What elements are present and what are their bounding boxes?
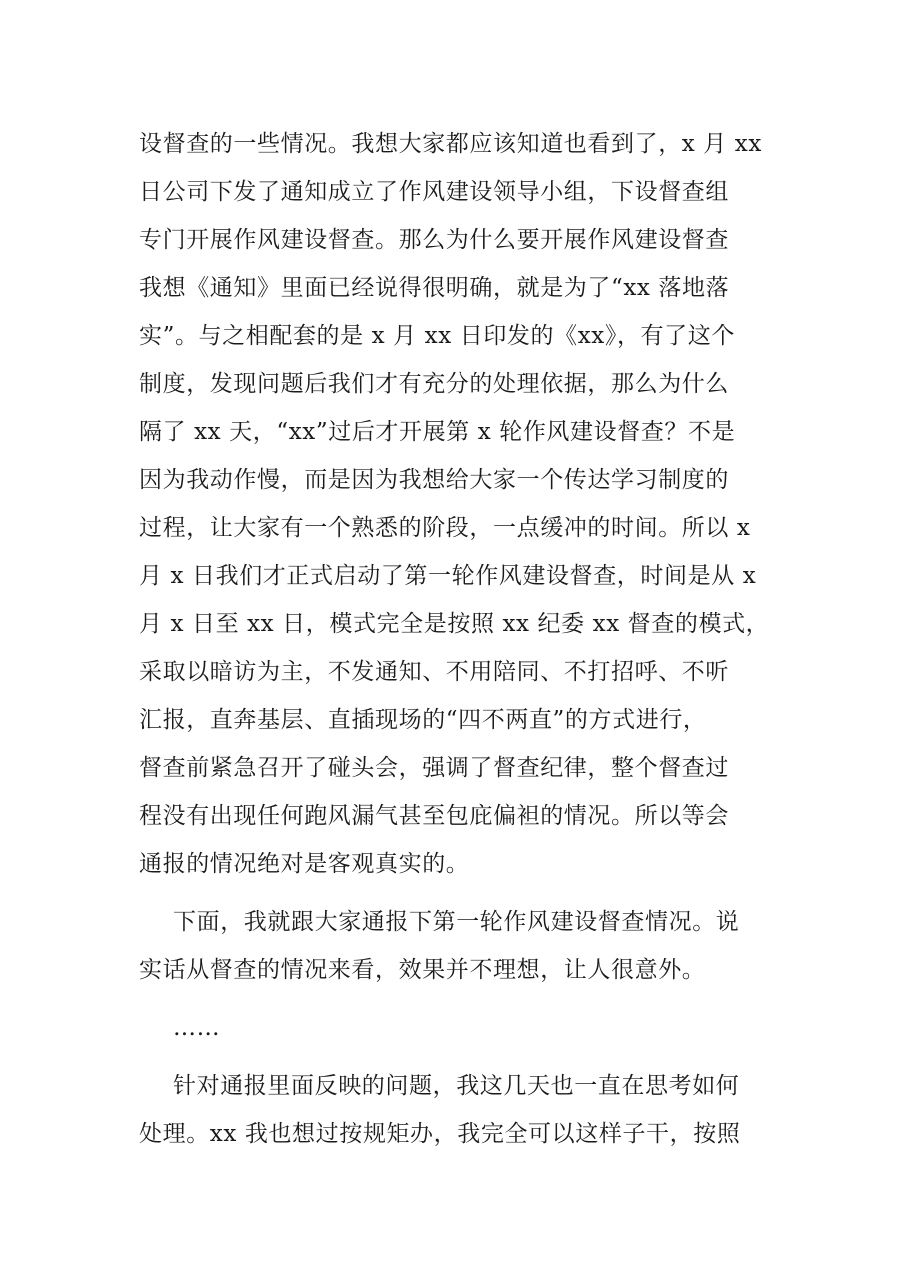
paragraph-line: 专门开展作风建设督查。那么为什么要开展作风建设督查 — [139, 227, 729, 253]
paragraph-line: 隔了 xx 天，“xx”过后才开展第 x 轮作风建设督查？不是 — [139, 419, 736, 445]
paragraph-line: 我想《通知》里面已经说得很明确，就是为了“xx 落地落 — [139, 275, 730, 301]
paragraph-line: 实话从督查的情况来看，效果并不理想，让人很意外。 — [139, 957, 706, 983]
paragraph-line: 针对通报里面反映的问题，我这几天也一直在思考如何 — [173, 1073, 740, 1099]
ellipsis-paragraph — [139, 1004, 779, 1052]
paragraph-1 — [139, 120, 779, 888]
paragraph-4 — [139, 1062, 779, 1158]
paragraph-line: 实”。与之相配套的是 x 月 xx 日印发的《xx》，有了这个 — [139, 323, 735, 349]
paragraph-line: 通报的情况绝对是客观真实的。 — [139, 851, 470, 877]
paragraph-line: 月 x 日至 xx 日，模式完全是按照 xx 纪委 xx 督查的模式， — [139, 611, 770, 637]
document-body — [139, 120, 779, 1158]
paragraph-line: 因为我动作慢，而是因为我想给大家一个传达学习制度的 — [139, 467, 729, 493]
paragraph-line: 处理。xx 我也想过按规矩办，我完全可以这样子干，按照 — [139, 1121, 741, 1147]
paragraph-line: 督查前紧急召开了碰头会，强调了督查纪律，整个督查过 — [139, 755, 729, 781]
ellipsis-line: …… — [173, 1015, 221, 1041]
paragraph-line: 制度，发现问题后我们才有充分的处理依据，那么为什么 — [139, 371, 729, 397]
paragraph-line: 月 x 日我们才正式启动了第一轮作风建设督查，时间是从 x — [139, 563, 757, 589]
paragraph-line: 汇报，直奔基层、直插现场的“四不两直”的方式进行， — [139, 707, 707, 733]
paragraph-line: 下面，我就跟大家通报下第一轮作风建设督查情况。说 — [173, 909, 740, 935]
paragraph-line: 程没有出现任何跑风漏气甚至包庇偏袒的情况。所以等会 — [139, 803, 729, 829]
paragraph-line: 设督查的一些情况。我想大家都应该知道也看到了，x 月 xx — [139, 131, 762, 157]
paragraph-2 — [139, 898, 779, 994]
paragraph-line: 过程，让大家有一个熟悉的阶段，一点缓冲的时间。所以 x — [139, 515, 751, 541]
paragraph-line: 采取以暗访为主，不发通知、不用陪同、不打招呼、不听 — [139, 659, 729, 685]
paragraph-line: 日公司下发了通知成立了作风建设领导小组，下设督查组 — [139, 179, 729, 205]
